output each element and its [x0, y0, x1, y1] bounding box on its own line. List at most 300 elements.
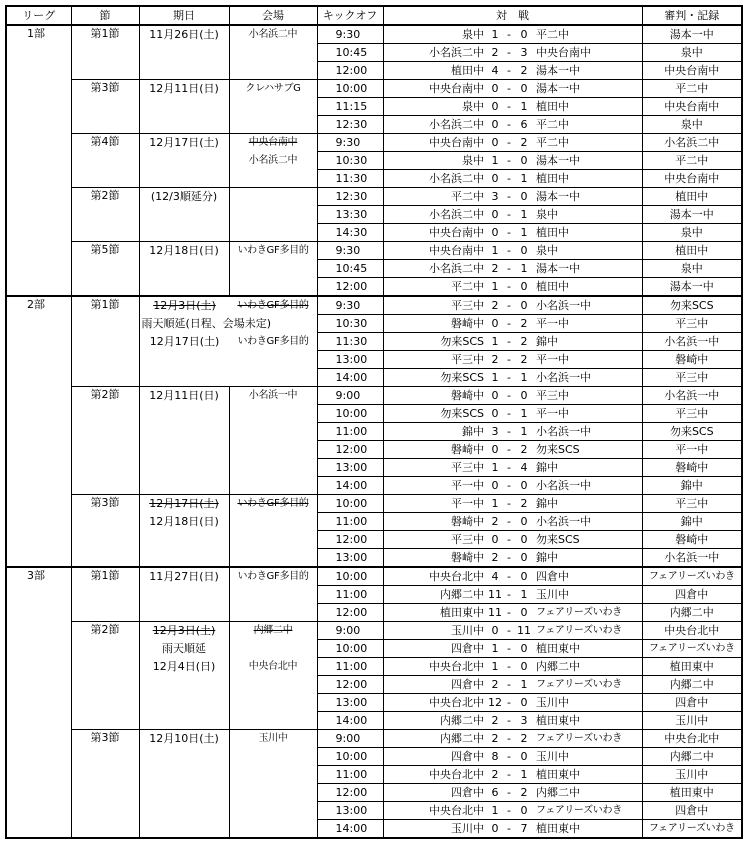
away-team: 玉川中: [533, 748, 642, 766]
referee-team: 平三中: [642, 405, 742, 423]
away-team: 錦中: [533, 459, 642, 477]
venue-cell: [229, 622, 317, 730]
kickoff-time: 10:45: [317, 44, 383, 62]
home-score: 2: [487, 730, 503, 748]
away-score: 7: [515, 820, 533, 839]
home-team: 中央台北中: [383, 658, 487, 676]
referee-team: 湯本一中: [642, 278, 742, 297]
round-label: 第3節: [71, 80, 139, 134]
schedule-sheet: [5, 5, 743, 839]
venue-cell: [229, 242, 317, 297]
home-team: 勿来SCS: [383, 405, 487, 423]
away-score: 11: [515, 622, 533, 640]
header-league: リーグ: [6, 6, 71, 25]
score-separator: -: [503, 387, 515, 405]
referee-team: 湯本一中: [642, 25, 742, 44]
date-line: 12月11日(日): [149, 389, 219, 402]
away-score: 1: [515, 405, 533, 423]
header-referee: 審判・記録: [642, 6, 742, 25]
home-team: 平一中: [383, 477, 487, 495]
home-score: 0: [487, 315, 503, 333]
away-team: 植田中: [533, 278, 642, 297]
home-team: 泉中: [383, 152, 487, 170]
venue-cell: [229, 80, 317, 134]
kickoff-time: 12:00: [317, 278, 383, 297]
round-label: 第3節: [71, 730, 139, 839]
venue-line: いわきGF多目的: [237, 245, 309, 256]
away-team: 湯本一中: [533, 80, 642, 98]
home-team: 小名浜二中: [383, 170, 487, 188]
score-separator: -: [503, 333, 515, 351]
away-team: 平三中: [533, 387, 642, 405]
league-name: 1部: [6, 25, 71, 296]
score-separator: -: [503, 604, 515, 622]
referee-team: 泉中: [642, 260, 742, 278]
score-separator: -: [503, 206, 515, 224]
away-team: 平一中: [533, 405, 642, 423]
score-separator: -: [503, 62, 515, 80]
venue-line: 玉川中: [258, 733, 288, 744]
score-separator: -: [503, 766, 515, 784]
kickoff-time: 9:00: [317, 730, 383, 748]
referee-team: 錦中: [642, 513, 742, 531]
referee-team: 植田中: [642, 242, 742, 260]
date-line: 12月4日(日): [152, 660, 216, 673]
home-score: 0: [487, 170, 503, 188]
away-score: 1: [515, 676, 533, 694]
away-team: 玉川中: [533, 586, 642, 604]
venue-line: [230, 640, 317, 658]
referee-team: 玉川中: [642, 766, 742, 784]
away-score: 0: [515, 296, 533, 315]
away-score: 0: [515, 80, 533, 98]
venue-line: 中央台北中: [248, 661, 298, 672]
kickoff-time: 13:00: [317, 549, 383, 568]
home-score: 1: [487, 25, 503, 44]
home-team: 錦中: [383, 423, 487, 441]
away-score: 0: [515, 748, 533, 766]
away-score: 1: [515, 98, 533, 116]
table-row: [6, 188, 742, 206]
date-venue-cell: [139, 296, 317, 387]
referee-team: 平二中: [642, 152, 742, 170]
referee-team: 中央台北中: [642, 730, 742, 748]
kickoff-time: 10:00: [317, 640, 383, 658]
away-team: 平二中: [533, 25, 642, 44]
score-separator: -: [503, 567, 515, 586]
away-score: 2: [515, 315, 533, 333]
away-team: フェアリーズいわき: [533, 676, 642, 694]
date-line: 雨天順延: [162, 642, 206, 655]
score-separator: -: [503, 676, 515, 694]
away-team: 植田東中: [533, 766, 642, 784]
home-score: 0: [487, 531, 503, 549]
score-separator: -: [503, 820, 515, 839]
home-team: 平二中: [383, 188, 487, 206]
referee-team: 中央台北中: [642, 622, 742, 640]
home-team: 磐崎中: [383, 513, 487, 531]
kickoff-time: 12:00: [317, 441, 383, 459]
away-score: 0: [515, 152, 533, 170]
away-team: 小名浜一中: [533, 513, 642, 531]
home-team: 勿来SCS: [383, 369, 487, 387]
date-line: (12/3順延分): [150, 190, 218, 203]
date-cell: [139, 80, 229, 134]
venue-line: 小名浜二中: [248, 29, 298, 40]
kickoff-time: 10:00: [317, 80, 383, 98]
away-team: 湯本一中: [533, 260, 642, 278]
table-row: [6, 296, 742, 315]
home-team: 磐崎中: [383, 441, 487, 459]
away-score: 2: [515, 495, 533, 513]
home-team: 中央台北中: [383, 567, 487, 586]
score-separator: -: [503, 531, 515, 549]
score-separator: -: [503, 640, 515, 658]
venue-cell: [229, 188, 317, 242]
kickoff-time: 12:00: [317, 62, 383, 80]
table-row: [6, 567, 742, 586]
home-score: 2: [487, 549, 503, 568]
away-score: 2: [515, 134, 533, 152]
home-team: 玉川中: [383, 820, 487, 839]
date-line: 12月17日(土): [149, 497, 219, 510]
referee-team: 小名浜一中: [642, 333, 742, 351]
score-separator: -: [503, 694, 515, 712]
referee-team: 玉川中: [642, 712, 742, 730]
kickoff-time: 10:45: [317, 260, 383, 278]
table-header: [6, 6, 742, 25]
referee-team: 勿来SCS: [642, 296, 742, 315]
home-score: 8: [487, 748, 503, 766]
home-score: 1: [487, 369, 503, 387]
away-team: 玉川中: [533, 694, 642, 712]
venue-line: 中央台南中: [248, 137, 298, 148]
referee-team: 四倉中: [642, 586, 742, 604]
date-line: 12月3日(土): [152, 624, 216, 637]
score-separator: -: [503, 495, 515, 513]
referee-team: 湯本一中: [642, 206, 742, 224]
away-team: 湯本一中: [533, 62, 642, 80]
away-score: 2: [515, 730, 533, 748]
round-label: 第2節: [71, 188, 139, 242]
home-score: 2: [487, 513, 503, 531]
away-team: 植田東中: [533, 820, 642, 839]
home-score: 0: [487, 477, 503, 495]
home-team: 磐崎中: [383, 387, 487, 405]
home-score: 2: [487, 766, 503, 784]
away-score: 0: [515, 278, 533, 297]
away-team: 植田東中: [533, 640, 642, 658]
away-team: 植田東中: [533, 712, 642, 730]
table-row: [6, 730, 742, 748]
home-score: 2: [487, 44, 503, 62]
score-separator: -: [503, 315, 515, 333]
referee-team: 中央台南中: [642, 170, 742, 188]
away-score: 0: [515, 658, 533, 676]
kickoff-time: 9:30: [317, 25, 383, 44]
referee-team: 磐崎中: [642, 351, 742, 369]
away-score: 0: [515, 188, 533, 206]
away-team: 内郷二中: [533, 784, 642, 802]
away-score: 1: [515, 206, 533, 224]
referee-team: 平一中: [642, 441, 742, 459]
kickoff-time: 11:00: [317, 658, 383, 676]
table-row: [6, 134, 742, 152]
home-team: 四倉中: [383, 640, 487, 658]
home-score: 0: [487, 820, 503, 839]
kickoff-time: 9:00: [317, 387, 383, 405]
away-team: 錦中: [533, 333, 642, 351]
away-score: 2: [515, 333, 533, 351]
home-score: 2: [487, 296, 503, 315]
away-team: 小名浜一中: [533, 296, 642, 315]
home-score: 2: [487, 712, 503, 730]
round-label: 第1節: [71, 296, 139, 387]
header-round: 節: [71, 6, 139, 25]
home-team: 小名浜二中: [383, 44, 487, 62]
home-team: 植田東中: [383, 604, 487, 622]
home-team: 四倉中: [383, 784, 487, 802]
away-team: 平二中: [533, 116, 642, 134]
home-score: 1: [487, 333, 503, 351]
away-score: 1: [515, 369, 533, 387]
away-score: 0: [515, 549, 533, 568]
date-cell: [139, 387, 229, 495]
score-separator: -: [503, 784, 515, 802]
date-line: 12月10日(土): [149, 732, 219, 745]
referee-team: 泉中: [642, 116, 742, 134]
referee-team: フェアリーズいわき: [642, 567, 742, 586]
home-score: 2: [487, 351, 503, 369]
home-team: 玉川中: [383, 622, 487, 640]
away-team: 小名浜一中: [533, 477, 642, 495]
home-team: 内郷二中: [383, 712, 487, 730]
table-row: [6, 622, 742, 640]
home-team: 四倉中: [383, 748, 487, 766]
away-score: 3: [515, 712, 533, 730]
away-score: 0: [515, 387, 533, 405]
kickoff-time: 9:00: [317, 622, 383, 640]
kickoff-time: 11:15: [317, 98, 383, 116]
away-score: 0: [515, 802, 533, 820]
kickoff-time: 10:00: [317, 495, 383, 513]
away-score: 1: [515, 423, 533, 441]
kickoff-time: 11:00: [317, 513, 383, 531]
kickoff-time: 10:00: [317, 748, 383, 766]
referee-team: 磐崎中: [642, 459, 742, 477]
home-score: 11: [487, 604, 503, 622]
score-separator: -: [503, 513, 515, 531]
home-team: 平三中: [383, 296, 487, 315]
away-score: 6: [515, 116, 533, 134]
home-team: 中央台北中: [383, 694, 487, 712]
home-score: 1: [487, 640, 503, 658]
home-team: 磐崎中: [383, 315, 487, 333]
away-team: 小名浜一中: [533, 369, 642, 387]
score-separator: -: [503, 80, 515, 98]
referee-team: 勿来SCS: [642, 423, 742, 441]
kickoff-time: 10:00: [317, 405, 383, 423]
home-score: 12: [487, 694, 503, 712]
home-score: 3: [487, 188, 503, 206]
home-team: 平一中: [383, 495, 487, 513]
score-separator: -: [503, 25, 515, 44]
round-label: 第2節: [71, 387, 139, 495]
home-score: 0: [487, 116, 503, 134]
venue-line: いわきGF多目的: [237, 571, 309, 582]
away-team: 泉中: [533, 242, 642, 260]
away-team: 錦中: [533, 495, 642, 513]
home-score: 0: [487, 206, 503, 224]
kickoff-time: 10:30: [317, 315, 383, 333]
score-separator: -: [503, 152, 515, 170]
league-name: 2部: [6, 296, 71, 567]
referee-team: 植田東中: [642, 658, 742, 676]
round-label: 第5節: [71, 242, 139, 297]
score-separator: -: [503, 712, 515, 730]
referee-team: 磐崎中: [642, 531, 742, 549]
referee-team: 小名浜一中: [642, 387, 742, 405]
away-score: 0: [515, 694, 533, 712]
home-score: 0: [487, 80, 503, 98]
kickoff-time: 14:00: [317, 477, 383, 495]
score-separator: -: [503, 586, 515, 604]
venue-line: いわきGF多目的: [237, 498, 309, 509]
away-score: 1: [515, 224, 533, 242]
home-team: 中央台南中: [383, 242, 487, 260]
referee-team: 平三中: [642, 315, 742, 333]
away-team: 植田中: [533, 98, 642, 116]
kickoff-time: 12:00: [317, 604, 383, 622]
league-section: [6, 296, 742, 567]
table-row: [6, 25, 742, 44]
venue-cell: [229, 495, 317, 568]
header-kickoff: キックオフ: [317, 6, 383, 25]
away-score: 0: [515, 477, 533, 495]
score-separator: -: [503, 188, 515, 206]
table-row: [6, 242, 742, 260]
venue-line: クレハサブG: [245, 83, 301, 94]
kickoff-time: 12:00: [317, 784, 383, 802]
score-separator: -: [503, 224, 515, 242]
away-team: 湯本一中: [533, 188, 642, 206]
date-line: 12月18日(日): [149, 515, 219, 528]
score-separator: -: [503, 242, 515, 260]
score-separator: -: [503, 477, 515, 495]
referee-team: 中央台南中: [642, 62, 742, 80]
referee-team: 泉中: [642, 224, 742, 242]
venue-line: 内郷二中: [253, 625, 293, 636]
header-venue: 会場: [229, 6, 317, 25]
kickoff-time: 13:00: [317, 802, 383, 820]
away-team: フェアリーズいわき: [533, 622, 642, 640]
score-separator: -: [503, 549, 515, 568]
referee-team: 小名浜二中: [642, 134, 742, 152]
home-team: 平三中: [383, 459, 487, 477]
referee-team: フェアリーズいわき: [642, 820, 742, 839]
away-score: 0: [515, 513, 533, 531]
away-team: 平二中: [533, 134, 642, 152]
home-team: 内郷二中: [383, 730, 487, 748]
home-team: 中央台南中: [383, 224, 487, 242]
date-cell: [139, 134, 229, 188]
score-separator: -: [503, 405, 515, 423]
away-team: 四倉中: [533, 567, 642, 586]
kickoff-time: 9:30: [317, 242, 383, 260]
home-team: 中央台南中: [383, 134, 487, 152]
away-team: 泉中: [533, 206, 642, 224]
home-team: 四倉中: [383, 676, 487, 694]
kickoff-time: 12:00: [317, 676, 383, 694]
table-row: [6, 80, 742, 98]
home-team: 中央台北中: [383, 766, 487, 784]
kickoff-time: 12:00: [317, 531, 383, 549]
away-score: 0: [515, 242, 533, 260]
referee-team: 中央台南中: [642, 98, 742, 116]
away-team: 勿来SCS: [533, 441, 642, 459]
venue-line: 小名浜一中: [248, 390, 298, 401]
away-team: 植田中: [533, 170, 642, 188]
away-score: 0: [515, 531, 533, 549]
kickoff-time: 9:30: [317, 134, 383, 152]
kickoff-time: 11:30: [317, 170, 383, 188]
away-team: 中央台南中: [533, 44, 642, 62]
away-score: 3: [515, 44, 533, 62]
home-team: 泉中: [383, 98, 487, 116]
home-team: 泉中: [383, 25, 487, 44]
round-label: 第2節: [71, 622, 139, 730]
kickoff-time: 14:00: [317, 712, 383, 730]
away-score: 2: [515, 62, 533, 80]
home-team: 小名浜二中: [383, 206, 487, 224]
score-separator: -: [503, 459, 515, 477]
home-score: 0: [487, 134, 503, 152]
home-team: 勿来SCS: [383, 333, 487, 351]
round-label: 第3節: [71, 495, 139, 568]
kickoff-time: 9:30: [317, 296, 383, 315]
away-team: 錦中: [533, 549, 642, 568]
score-separator: -: [503, 441, 515, 459]
home-score: 2: [487, 676, 503, 694]
home-team: 平三中: [383, 531, 487, 549]
away-score: 2: [515, 441, 533, 459]
score-separator: -: [503, 98, 515, 116]
score-separator: -: [503, 134, 515, 152]
away-team: 植田中: [533, 224, 642, 242]
away-score: 0: [515, 604, 533, 622]
score-separator: -: [503, 170, 515, 188]
kickoff-time: 14:00: [317, 369, 383, 387]
home-team: 小名浜二中: [383, 116, 487, 134]
date-cell: [139, 622, 229, 730]
venue-cell: [229, 25, 317, 80]
venue-cell: [229, 134, 317, 188]
date-line: 12月3日(土): [153, 299, 216, 312]
kickoff-time: 14:00: [317, 820, 383, 839]
kickoff-time: 11:30: [317, 333, 383, 351]
home-score: 0: [487, 405, 503, 423]
referee-team: フェアリーズいわき: [642, 640, 742, 658]
home-team: 植田中: [383, 62, 487, 80]
kickoff-time: 14:30: [317, 224, 383, 242]
header-match: 対 戦: [383, 6, 642, 25]
away-score: 2: [515, 784, 533, 802]
home-team: 平二中: [383, 278, 487, 297]
score-separator: -: [503, 278, 515, 297]
home-score: 4: [487, 567, 503, 586]
date-line: 12月17日(土): [149, 335, 220, 348]
kickoff-time: 13:00: [317, 351, 383, 369]
